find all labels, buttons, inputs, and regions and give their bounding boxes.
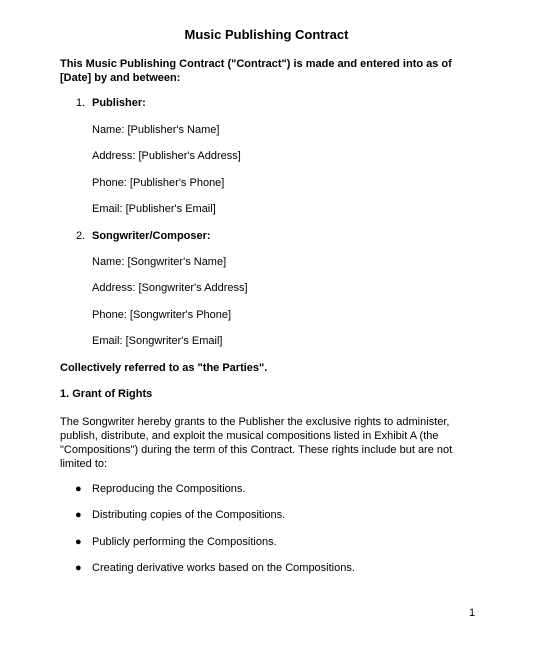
section-heading: 1. Grant of Rights — [60, 388, 153, 400]
collective-reference: Collectively referred to as "the Parties". — [60, 362, 268, 374]
bullet-icon: ● — [75, 562, 82, 574]
bullet-icon: ● — [75, 536, 82, 548]
list-item: Reproducing the Compositions. — [92, 483, 246, 495]
songwriter-phone: Phone: [Songwriter's Phone] — [92, 309, 232, 321]
party-label-songwriter: Songwriter/Composer: — [92, 230, 211, 242]
list-item: Distributing copies of the Compositions. — [92, 509, 286, 521]
list-item: Creating derivative works based on the Compositions. — [92, 562, 355, 574]
publisher-name: Name: [Publisher's Name] — [92, 124, 220, 136]
list-item: Publicly performing the Compositions. — [92, 536, 277, 548]
bullet-icon: ● — [75, 509, 82, 521]
songwriter-email: Email: [Songwriter's Email] — [92, 335, 223, 347]
bullet-icon: ● — [75, 483, 82, 495]
intro-paragraph: This Music Publishing Contract ("Contract") is made and entered into as of [Date] by and between: — [60, 58, 452, 84]
page-number: 1 — [469, 607, 476, 619]
publisher-email: Email: [Publisher's Email] — [92, 203, 216, 215]
document-title: Music Publishing Contract — [184, 27, 349, 42]
songwriter-address: Address: [Songwriter's Address] — [92, 282, 248, 294]
party-number: 1. — [76, 97, 86, 109]
publisher-phone: Phone: [Publisher's Phone] — [92, 177, 225, 189]
songwriter-name: Name: [Songwriter's Name] — [92, 256, 227, 268]
section-paragraph: The Songwriter hereby grants to the Publisher the exclusive rights to administer, publish, distribute, and exploit the musical compositions listed in Exhibit A (the "Compositions") during the term of this Contract. These rights include but are not limited to: — [60, 416, 453, 470]
party-number: 2. — [76, 230, 86, 242]
party-label-publisher: Publisher: — [92, 97, 146, 109]
publisher-address: Address: [Publisher's Address] — [92, 150, 241, 162]
